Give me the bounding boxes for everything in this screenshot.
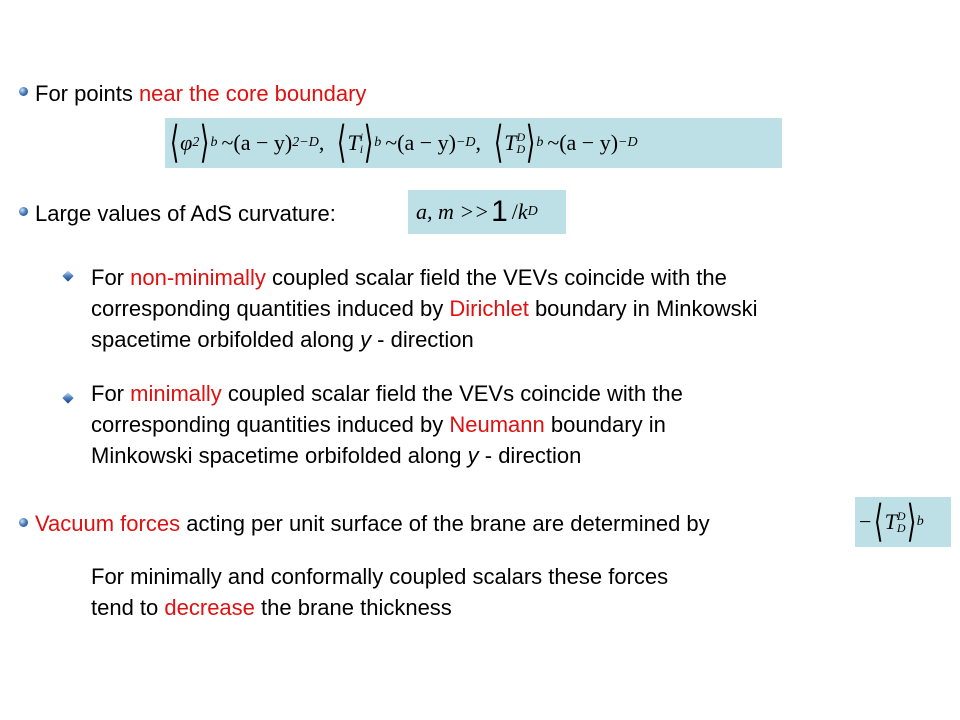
b-sub-4: b [916, 514, 924, 529]
sub-bullet-icon [62, 392, 73, 403]
sub1-line1 [91, 262, 727, 293]
sub2-line2 [91, 409, 666, 440]
sub2-l3-pre: Minkowski spacetime orbifolded along [91, 443, 468, 468]
formula-large-curvature [408, 190, 566, 234]
sub1-l3-post: - direction [371, 327, 474, 352]
note-l2-pre: tend to [91, 595, 165, 620]
t-symbol-3: T [884, 509, 897, 534]
bullet3-red: Vacuum forces [35, 511, 181, 536]
b-sub-1: b [210, 135, 218, 150]
sub1-l1-post: coupled scalar field the VEVs coincide with the [265, 265, 727, 290]
bullet1-highlight: near the core boundary [138, 81, 367, 106]
exp-3: −D [618, 135, 638, 150]
b-sub-3: b [536, 135, 544, 150]
t3-sup: D [896, 509, 906, 523]
t-sup-i: i [359, 130, 364, 144]
sub2-l2-post: boundary in [544, 412, 666, 437]
sub1-l3-it: y [360, 327, 372, 352]
am-inequality: a, m >> [416, 199, 490, 224]
t-sub-d: D [516, 142, 526, 156]
one: 1 [491, 195, 508, 228]
bullet2-text: Large values of AdS curvature: [35, 201, 336, 226]
formula-near-boundary: ⟨ φ 2 ⟩ b ~(a − y) 2−D , ⟨ T i i ⟩ b ~(a − y) −D , ⟨ T D D ⟩ b ~(a − y) −D [165, 118, 782, 168]
sub2-l3-post: - direction [478, 443, 582, 468]
bullet3-post: acting per unit surface of the brane are determined by [180, 511, 710, 536]
sub2-l1-post: coupled scalar field the VEVs coincide with the [221, 381, 683, 406]
sub2-l1-pre: For [91, 381, 131, 406]
sub1-l2-red: Dirichlet [449, 296, 529, 321]
bullet-icon [19, 87, 28, 96]
rhs-3: ~(a − y) [547, 130, 619, 155]
b-sub-2: b [374, 135, 382, 150]
sub1-l2-post: boundary in Minkowski [528, 296, 758, 321]
minus-sign: − [859, 509, 872, 534]
sub2-l2-red: Neumann [449, 412, 545, 437]
exp-1: 2−D [292, 135, 319, 150]
t-symbol-1: T [347, 130, 360, 155]
sub-bullet-icon [62, 270, 73, 281]
note-line2 [91, 592, 452, 623]
note-l2-red: decrease [164, 595, 255, 620]
bullet1-text: For points [35, 81, 139, 106]
phi-sup: 2 [192, 135, 200, 150]
t-symbol-2: T [504, 130, 517, 155]
sub1-l1-red: non-minimally [130, 265, 266, 290]
sub1-l3-pre: spacetime orbifolded along [91, 327, 361, 352]
slash: / [511, 199, 518, 224]
formula-vacuum-force: − ⟨ T D D ⟩ b [855, 497, 951, 547]
note-l2-post: the brane thickness [254, 595, 452, 620]
sub1-l2-pre: corresponding quantities induced by [91, 296, 450, 321]
rhs-1: ~(a − y) [221, 130, 293, 155]
comma-1: , [318, 130, 325, 155]
sub2-l1-red: minimally [130, 381, 222, 406]
sub1-l1-pre: For [91, 265, 131, 290]
exp-2: −D [455, 135, 476, 150]
sub1-line3 [91, 324, 474, 355]
note-line1 [91, 561, 668, 592]
sub1-line2 [91, 293, 758, 324]
t3-sub: D [896, 521, 906, 535]
sub2-l3-it: y [467, 443, 479, 468]
bullet-vacuum-forces [35, 508, 710, 539]
rhs-2: ~(a − y) [385, 130, 456, 155]
note-l1: For minimally and conformally coupled scalars these forces [91, 564, 669, 589]
sub2-line1 [91, 378, 683, 409]
sub2-l2-pre: corresponding quantities induced by [91, 412, 450, 437]
bullet-icon [19, 207, 28, 216]
t-sub-i: i [359, 142, 364, 156]
k-sub: D [527, 204, 538, 219]
comma-2: , [475, 130, 482, 155]
k-symbol: k [517, 199, 528, 224]
bullet-near-core [35, 78, 366, 109]
t-sup-d: D [516, 130, 526, 144]
phi-symbol: φ [180, 130, 193, 155]
bullet-ads-curvature [35, 198, 336, 229]
sub2-line3 [91, 440, 581, 471]
bullet-icon [19, 518, 28, 527]
